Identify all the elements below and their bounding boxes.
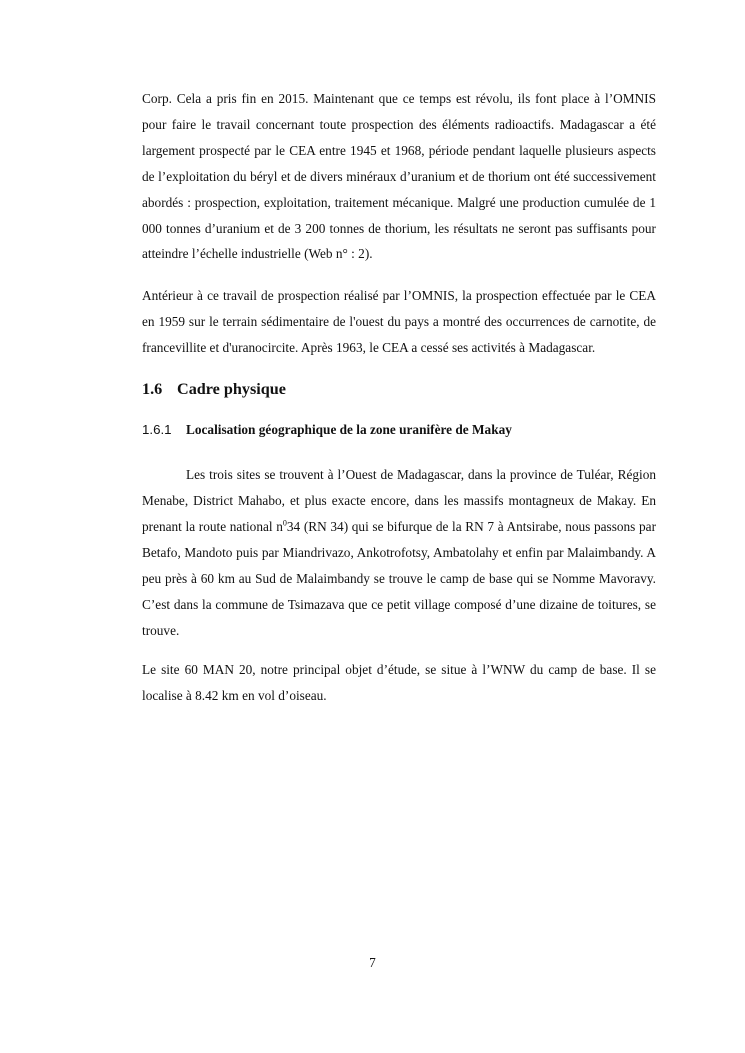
- paragraph-site-60-man-20: Le site 60 MAN 20, notre principal objet d’étude, se situe à l’WNW du camp de base. Il se localise à 8.42 km en vol d’oiseau.: [142, 662, 656, 704]
- section-number: 1.6: [142, 380, 163, 399]
- paragraph-omnis-cea-history: Corp. Cela a pris fin en 2015. Maintenant que ce temps est révolu, ils font place à l’OMNIS pour faire le travail concernant toute prospection des éléments radioactifs. Madagascar a été largement prospecté par le CEA entre 1945 et 1968, période pendant laquelle plusieurs aspects de l’exploitation du béryl et de divers minéraux d’uranium et de thorium ont été successivement abordés : prospection, exploitation, traitement mécanique. Malgré une production cumulée de 1 000 tonnes d’uranium et de 3 200 tonnes de thorium, les résultats ne seront pas suffisants pour atteindre l’échelle industrielle (Web n° : 2).: [142, 91, 656, 262]
- subsection-number: 1.6.1: [142, 422, 172, 438]
- subsection-title: Localisation géographique de la zone uranifère de Makay: [186, 422, 512, 438]
- paragraph-site-location: [142, 462, 656, 643]
- section-heading: [142, 377, 656, 401]
- paragraph-site-location-part1: Les trois sites se trouvent à l’Ouest de Madagascar, dans la province de Tuléar, Région Menabe, District Mahabo, et plus exacte encore, dans les massifs montagneux de Makay. En prenant la route national n: [142, 467, 656, 534]
- paragraph-site-location-part2: 34 (RN 34) qui se bifurque de la RN 7 à Antsirabe, nous passons par Betafo, Mandoto puis par Miandrivazo, Ankotrofotsy, Ambatolahy et enfin par Malaimbandy. A peu près à 60 km au Sud de Malaimbandy se trouve le camp de base qui se Nomme Mavoravy. C’est dans la commune de Tsimazava que ce petit village composé d’une dizaine de toitures, se trouve.: [142, 518, 656, 638]
- paragraph-cea-1959-prospection: Antérieur à ce travail de prospection réalisé par l’OMNIS, la prospection effectuée par le CEA en 1959 sur le terrain sédimentaire de l'ouest du pays a montré des occurrences de carnotite, de francevillite et d'uranocircite. Après 1963, le CEA a cessé ses activités à Madagascar.: [142, 288, 656, 356]
- section-title: Cadre physique: [177, 380, 286, 399]
- page-number: 7: [369, 955, 376, 970]
- subsection-heading: [142, 418, 656, 442]
- superscript-zero: 0: [282, 518, 287, 528]
- document-page: [142, 86, 656, 709]
